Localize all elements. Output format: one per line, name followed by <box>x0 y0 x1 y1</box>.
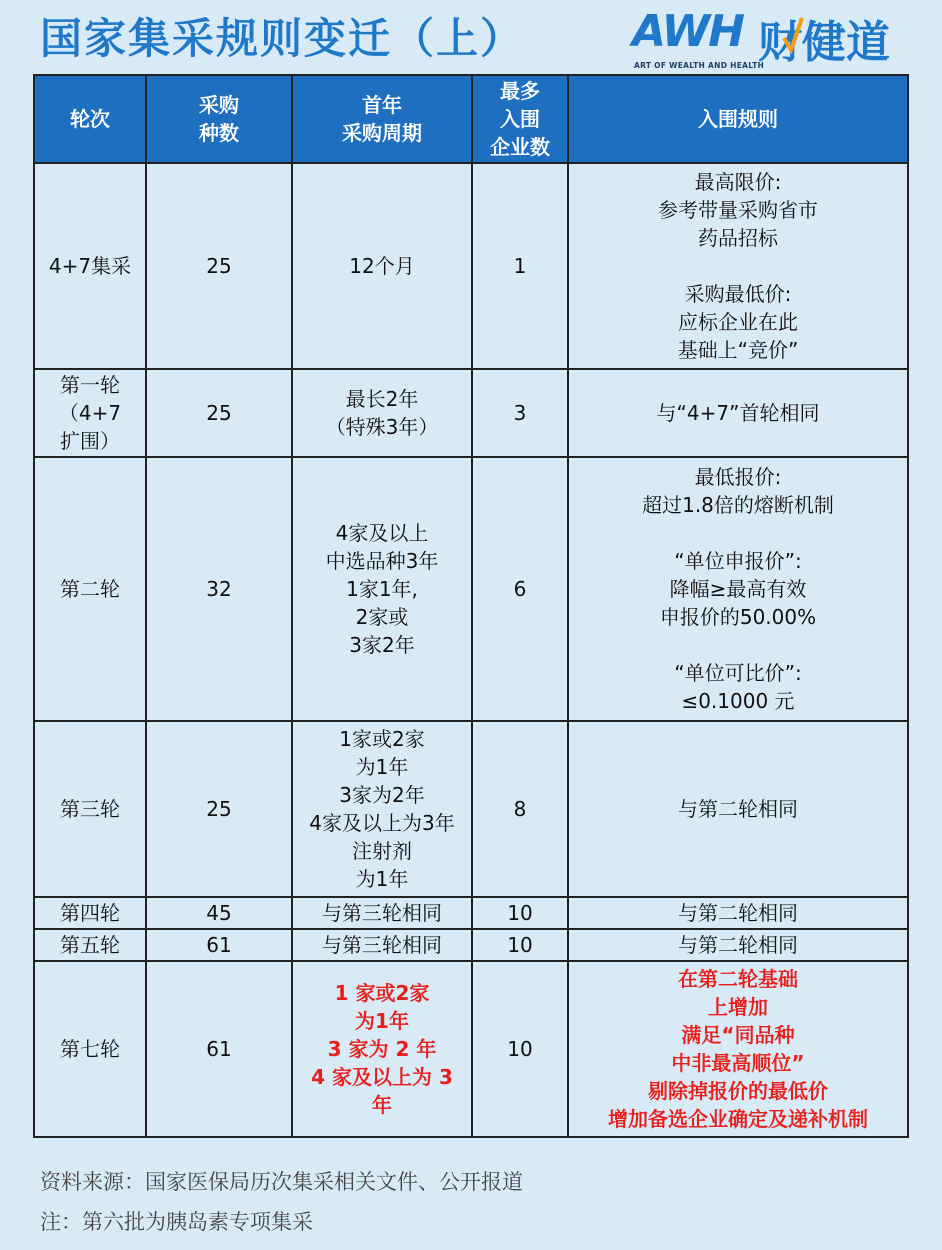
cell-round: 4+7集采 <box>34 163 146 369</box>
table-row <box>34 929 908 961</box>
cell-max-firms: 3 <box>472 369 568 457</box>
cell-rule: 与第二轮相同 <box>568 929 908 961</box>
cell-max-firms: 1 <box>472 163 568 369</box>
cell-count: 25 <box>146 163 292 369</box>
footnote: 注：第六批为胰岛素专项集采 <box>40 1210 313 1234</box>
cell-period: 与第三轮相同 <box>292 897 472 929</box>
cell-rule <box>568 457 908 721</box>
header-max-firms: 最多 入围 企业数 <box>472 75 568 163</box>
table-row <box>34 163 908 369</box>
awh-logo <box>632 6 912 76</box>
cell-max-firms: 10 <box>472 897 568 929</box>
cell-max-firms: 10 <box>472 961 568 1137</box>
cell-count: 45 <box>146 897 292 929</box>
cell-round: 第三轮 <box>34 721 146 897</box>
rule-paragraph: “单位申报价”: 降幅≥最高有效 申报价的50.00% <box>659 549 817 629</box>
cell-round: 第七轮 <box>34 961 146 1137</box>
table-row <box>34 457 908 721</box>
header-round: 轮次 <box>34 75 146 163</box>
cell-round: 第一轮 （4+7 扩围） <box>34 369 146 457</box>
page-title: 国家集采规则变迁（上） <box>40 14 525 63</box>
rule-paragraph: 最低报价: 超过1.8倍的熔断机制 <box>642 465 834 517</box>
logo-chinese: 财健道 <box>758 17 890 68</box>
logo-tagline: ART OF WEALTH AND HEALTH <box>634 61 765 70</box>
table-row <box>34 961 908 1137</box>
source-note: 资料来源：国家医保局历次集采相关文件、公开报道 <box>40 1170 523 1194</box>
cell-count: 25 <box>146 721 292 897</box>
table-row <box>34 369 908 457</box>
cell-round: 第二轮 <box>34 457 146 721</box>
cell-max-firms: 8 <box>472 721 568 897</box>
cell-period: 最长2年 （特殊3年） <box>292 369 472 457</box>
table-header-row <box>34 75 908 163</box>
cell-period: 1 家或2家 为1年 3 家为 2 年 4 家及以上为 3 年 <box>292 961 472 1137</box>
cell-max-firms: 6 <box>472 457 568 721</box>
procurement-rules-table <box>33 74 909 1138</box>
rule-paragraph: 最高限价: 参考带量采购省市 药品招标 <box>658 170 818 250</box>
table-row <box>34 721 908 897</box>
cell-count: 32 <box>146 457 292 721</box>
checkmark-icon <box>782 14 804 54</box>
cell-rule: 与“4+7”首轮相同 <box>568 369 908 457</box>
cell-period: 4家及以上 中选品种3年 1家1年, 2家或 3家2年 <box>292 457 472 721</box>
cell-round: 第五轮 <box>34 929 146 961</box>
header-count: 采购 种数 <box>146 75 292 163</box>
cell-period: 12个月 <box>292 163 472 369</box>
cell-round: 第四轮 <box>34 897 146 929</box>
logo-mark: AWH <box>632 6 744 57</box>
cell-period: 1家或2家 为1年 3家为2年 4家及以上为3年 注射剂 为1年 <box>292 721 472 897</box>
cell-rule: 在第二轮基础 上增加 满足“同品种 中非最高顺位” 剔除掉报价的最低价 增加备选企业确定及递补机制 <box>568 961 908 1137</box>
cell-max-firms: 10 <box>472 929 568 961</box>
header-period: 首年 采购周期 <box>292 75 472 163</box>
cell-count: 61 <box>146 929 292 961</box>
table-row <box>34 897 908 929</box>
cell-rule: 与第二轮相同 <box>568 897 908 929</box>
cell-count: 61 <box>146 961 292 1137</box>
rule-paragraph: 采购最低价: 应标企业在此 基础上“竞价” <box>677 282 799 362</box>
cell-rule <box>568 163 908 369</box>
rule-paragraph: “单位可比价”: ≤0.1000 元 <box>674 661 802 713</box>
cell-period: 与第三轮相同 <box>292 929 472 961</box>
cell-rule: 与第二轮相同 <box>568 721 908 897</box>
cell-count: 25 <box>146 369 292 457</box>
header-rule: 入围规则 <box>568 75 908 163</box>
